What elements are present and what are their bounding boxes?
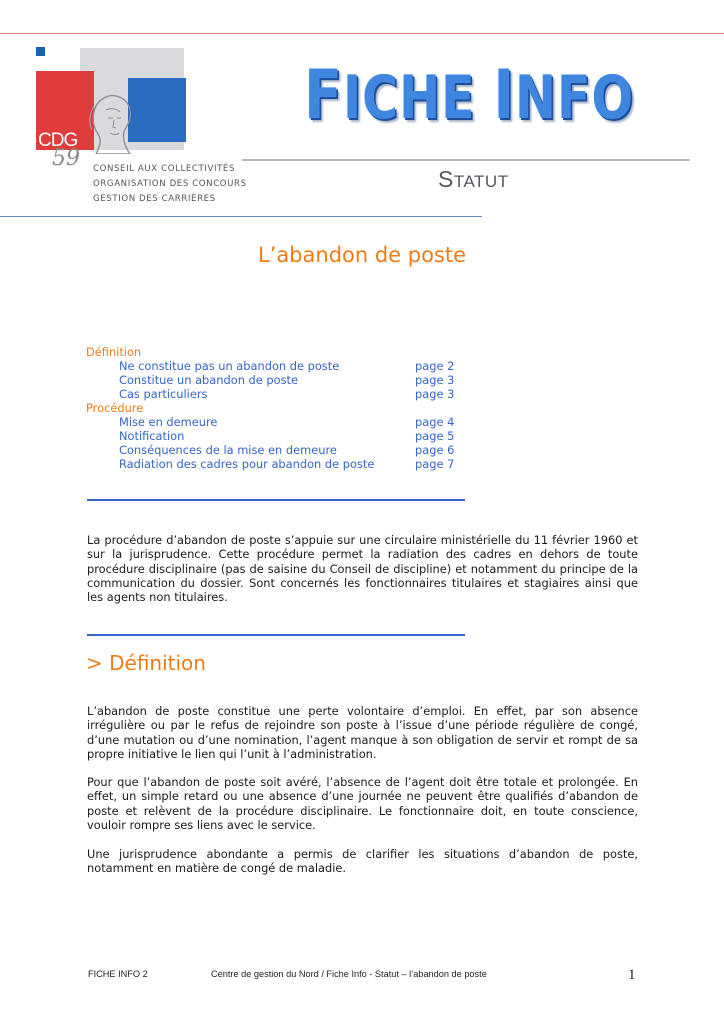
- logo-line-1: CONSEIL AUX COLLECTIVITÉS: [93, 164, 236, 174]
- fiche-info-title: [304, 56, 634, 135]
- toc-item-page[interactable]: page 2: [415, 359, 455, 373]
- toc-item-label[interactable]: Notification: [119, 429, 185, 443]
- toc-item-page[interactable]: page 7: [415, 457, 455, 471]
- category-first-letter: S: [438, 166, 454, 192]
- toc-item-page[interactable]: page 3: [415, 387, 455, 401]
- document-title: L’abandon de poste: [257, 243, 467, 267]
- header-bottom-rule: [0, 216, 482, 217]
- toc-item-label[interactable]: Conséquences de la mise en demeure: [119, 443, 337, 457]
- category-label: [438, 166, 509, 193]
- toc-item-page[interactable]: page 5: [415, 429, 455, 443]
- toc-item-page[interactable]: page 4: [415, 415, 455, 429]
- toc-section-procedure[interactable]: Procédure: [86, 401, 144, 415]
- logo-number: 59: [52, 146, 80, 171]
- marianne-face-icon: [86, 92, 136, 154]
- definition-paragraph-2: Pour que l’abandon de poste soit avéré, l’absence de l’agent doit être totale et prolongée. En effet, un simple retard ou une absence d’une journée ne peuvent être qualifiés d’abandon de poste et relèvent de la procédure disciplinaire. Le fonctionnaire doit, en toute conscience, vouloir rompre ses liens avec le service.: [87, 775, 638, 832]
- top-rule: [0, 33, 724, 34]
- toc-item-label[interactable]: Radiation des cadres pour abandon de poste: [119, 457, 375, 471]
- header-rule: [242, 159, 690, 161]
- intro-paragraph: La procédure d’abandon de poste s’appuie sur une circulaire ministérielle du 11 février 1960 et sur la jurisprudence. Cette procédure permet la radiation des cadres en dehors de toute procédure disciplinaire (pas de saisine du Conseil de discipline) et notamment du principe de la communication du dossier. Sont concernés les fonctionnaires titulaires et stagiaires ainsi que les agents non titulaires.: [87, 533, 638, 605]
- title-letter-i: I: [493, 56, 515, 135]
- logo-line-3: GESTION DES CARRIÈRES: [93, 194, 216, 204]
- footer-left: FICHE INFO 2: [88, 969, 148, 979]
- section-separator: [87, 499, 465, 501]
- toc-section-definition[interactable]: Définition: [86, 345, 142, 359]
- section-separator: [87, 634, 465, 636]
- toc-item-label[interactable]: Ne constitue pas un abandon de poste: [119, 359, 340, 373]
- footer-center: Centre de gestion du Nord / Fiche Info - Statut – l’abandon de poste: [211, 969, 487, 979]
- definition-paragraph-1: L’abandon de poste constitue une perte volontaire d’emploi. En effet, par son absence irrégulière ou par le refus de rejoindre son poste à l’issue d’une période régulière de congé, d’une mutation ou d’une nomination, l’agent manque à son obligation de servir et rompt de sa propre initiative le lien qui l’unit à l’administration.: [87, 704, 638, 761]
- logo-blue-square: [128, 78, 186, 142]
- toc-item-page[interactable]: page 3: [415, 373, 455, 387]
- page-number: 1: [628, 967, 636, 983]
- toc-item-label[interactable]: Constitue un abandon de poste: [119, 373, 298, 387]
- toc-item-page[interactable]: page 6: [415, 443, 455, 457]
- logo-line-2: ORGANISATION DES CONCOURS: [93, 179, 247, 189]
- toc-item-label[interactable]: Mise en demeure: [119, 415, 218, 429]
- logo-small-square: [36, 47, 45, 56]
- logo-abbrev: CDG: [38, 130, 78, 151]
- title-letter-f: F: [304, 56, 343, 135]
- title-part-2: NFO: [514, 63, 634, 133]
- title-part-1: ICHE: [342, 63, 494, 133]
- definition-heading: > Définition: [86, 651, 206, 675]
- definition-paragraph-3: Une jurisprudence abondante a permis de clarifier les situations d’abandon de poste, notamment en matière de congé de maladie.: [87, 847, 638, 876]
- category-rest: TATUT: [453, 172, 509, 191]
- toc-item-label[interactable]: Cas particuliers: [119, 387, 208, 401]
